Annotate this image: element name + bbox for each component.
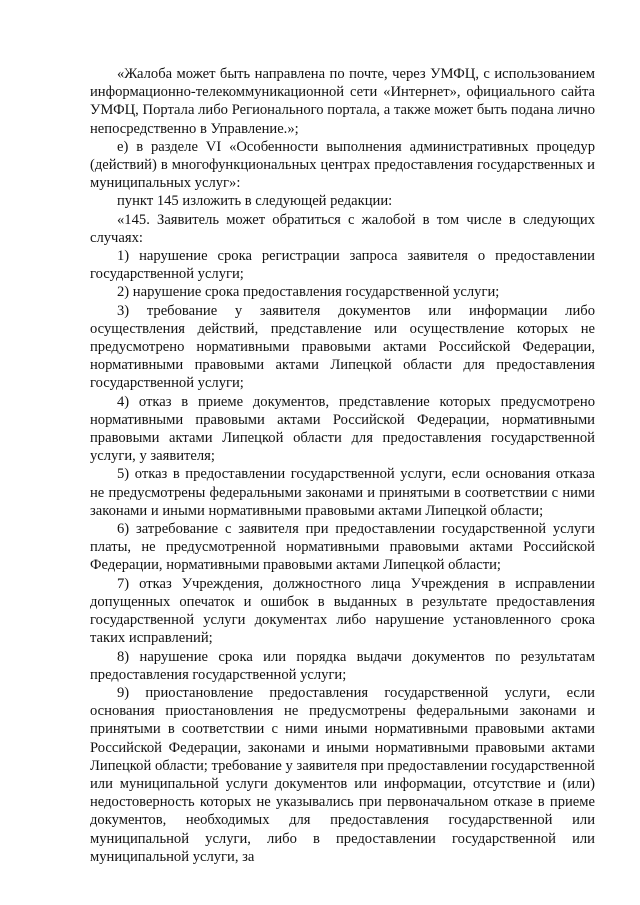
list-item-2: 2) нарушение срока предоставления государственной услуги;	[117, 284, 500, 301]
list-item-8: 8) нарушение срока или порядка выдачи документов по результатам предоставления государственной услуги;	[90, 648, 595, 683]
document-page	[90, 65, 595, 866]
list-item-5: 5) отказ в предоставлении государственной услуги, если основания отказа не предусмотрены федеральными законами и принятыми в соответствии с ними законами и иными нормативными правовыми актами Липецкой области;	[90, 466, 595, 519]
paragraph-complaint-methods: «Жалоба может быть направлена по почте, через УМФЦ, с использованием информационно-телекоммуникационной сети «Интернет», официального сайта УМФЦ, Портала либо Регионального портала, а также может быть подана лично непосредственно в Управление.»;	[90, 66, 595, 137]
list-item-1: 1) нарушение срока регистрации запроса заявителя о предоставлении государственной услуги;	[90, 248, 595, 283]
list-item-7: 7) отказ Учреждения, должностного лица Учреждения в исправлении допущенных опечаток и ошибок в выданных в результате предоставления государственной услуги документах либо нарушение установленного срока таких исправлений;	[90, 575, 595, 647]
paragraph-section-vi: е) в разделе VI «Особенности выполнения административных процедур (действий) в многофункциональных центрах предоставления государственных и муниципальных услуг»:	[90, 138, 595, 192]
list-item-3: 3) требование у заявителя документов или информации либо осуществления действий, представление или осуществление которых не предусмотрено нормативными правовыми актами Российской Федерации, нормативными правовыми актами Липецкой области для предоставления государственной услуги;	[90, 302, 595, 392]
list-item-9: 9) приостановление предоставления государственной услуги, если основания приостановления не предусмотрены федеральными законами и принятыми в соответствии с ними иными нормативными правовыми актами Российской Федерации, законами и иными нормативными правовыми актами Липецкой области; требование у заявителя при предоставлении государственной или муниципальной услуги документов или информации, отсутствие и (или) недостоверность которых не указывались при первоначальном отказе в приеме документов, необходимых для предоставления государственной или муниципальной услуги, либо в предоставлении государственной или муниципальной услуги, за	[90, 684, 595, 865]
paragraph-point-145: «145. Заявитель может обратиться с жалобой в том числе в следующих случаях:	[90, 211, 595, 246]
list-item-6: 6) затребование с заявителя при предоставлении государственной услуги платы, не предусмотренной нормативными правовыми актами Российской Федерации, нормативными правовыми актами Липецкой области;	[90, 521, 595, 574]
paragraph-point-145-intro: пункт 145 изложить в следующей редакции:	[117, 193, 393, 210]
list-item-4: 4) отказ в приеме документов, представление которых предусмотрено нормативными правовыми актами Российской Федерации, нормативными правовыми актами Липецкой области для предоставления государственной услуги, у заявителя;	[90, 393, 595, 465]
